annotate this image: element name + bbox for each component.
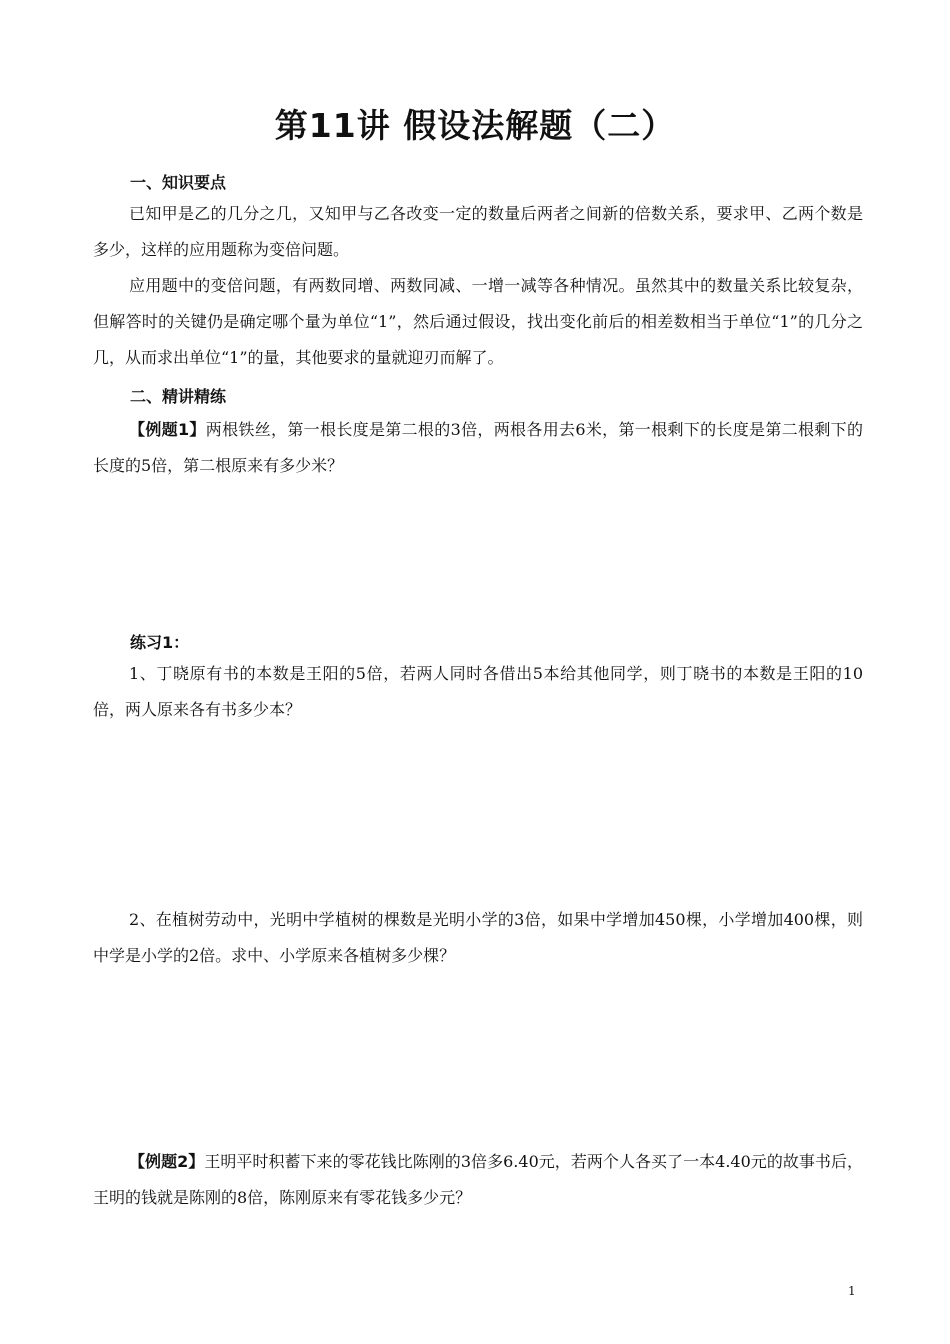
practice-1-heading: 练习1： (130, 633, 190, 652)
paragraph-definition: 已知甲是乙的几分之几，又知甲与乙各改变一定的数量后两者之间新的倍数关系，要求甲、乙两个数是多少，这样的应用题称为变倍问题。 (93, 204, 863, 259)
page-number: 1 (848, 1284, 856, 1298)
example-2-label: 【例题2】 (129, 1152, 205, 1171)
paragraph-method: 应用题中的变倍问题，有两数同增、两数同减、一增一减等各种情况。虽然其中的数量关系比较复杂，但解答时的关键仍是确定哪个量为单位“1”，然后通过假设，找出变化前后的相差数相当于单位“1”的几分之几，从而求出单位“1”的量，其他要求的量就迎刃而解了。 (93, 276, 863, 367)
example-2-text: 王明平时积蓄下来的零花钱比陈刚的3倍多6.40元，若两个人各买了一本4.40元的故事书后，王明的钱就是陈刚的8倍，陈刚原来有零花钱多少元？ (93, 1152, 863, 1207)
section-heading-knowledge: 一、知识要点 (130, 173, 227, 192)
practice-1-question-1: 1、丁晓原有书的本数是王阳的5倍，若两人同时各借出5本给其他同学，则丁晓书的本数是王阳的10倍，两人原来各有书多少本？ (93, 664, 863, 719)
example-1-text: 两根铁丝，第一根长度是第二根的3倍，两根各用去6米，第一根剩下的长度是第二根剩下的长度的5倍，第二根原来有多少米？ (93, 420, 863, 475)
practice-1-question-2: 2、在植树劳动中，光明中学植树的棵数是光明小学的3倍，如果中学增加450棵，小学增加400棵，则中学是小学的2倍。求中、小学原来各植树多少棵？ (93, 910, 863, 965)
example-1 (93, 412, 863, 484)
example-2 (93, 1144, 863, 1216)
example-1-label: 【例题1】 (129, 420, 206, 439)
page-title: 第11讲 假设法解题（二） (274, 106, 676, 145)
section-heading-practice: 二、精讲精练 (130, 387, 227, 406)
